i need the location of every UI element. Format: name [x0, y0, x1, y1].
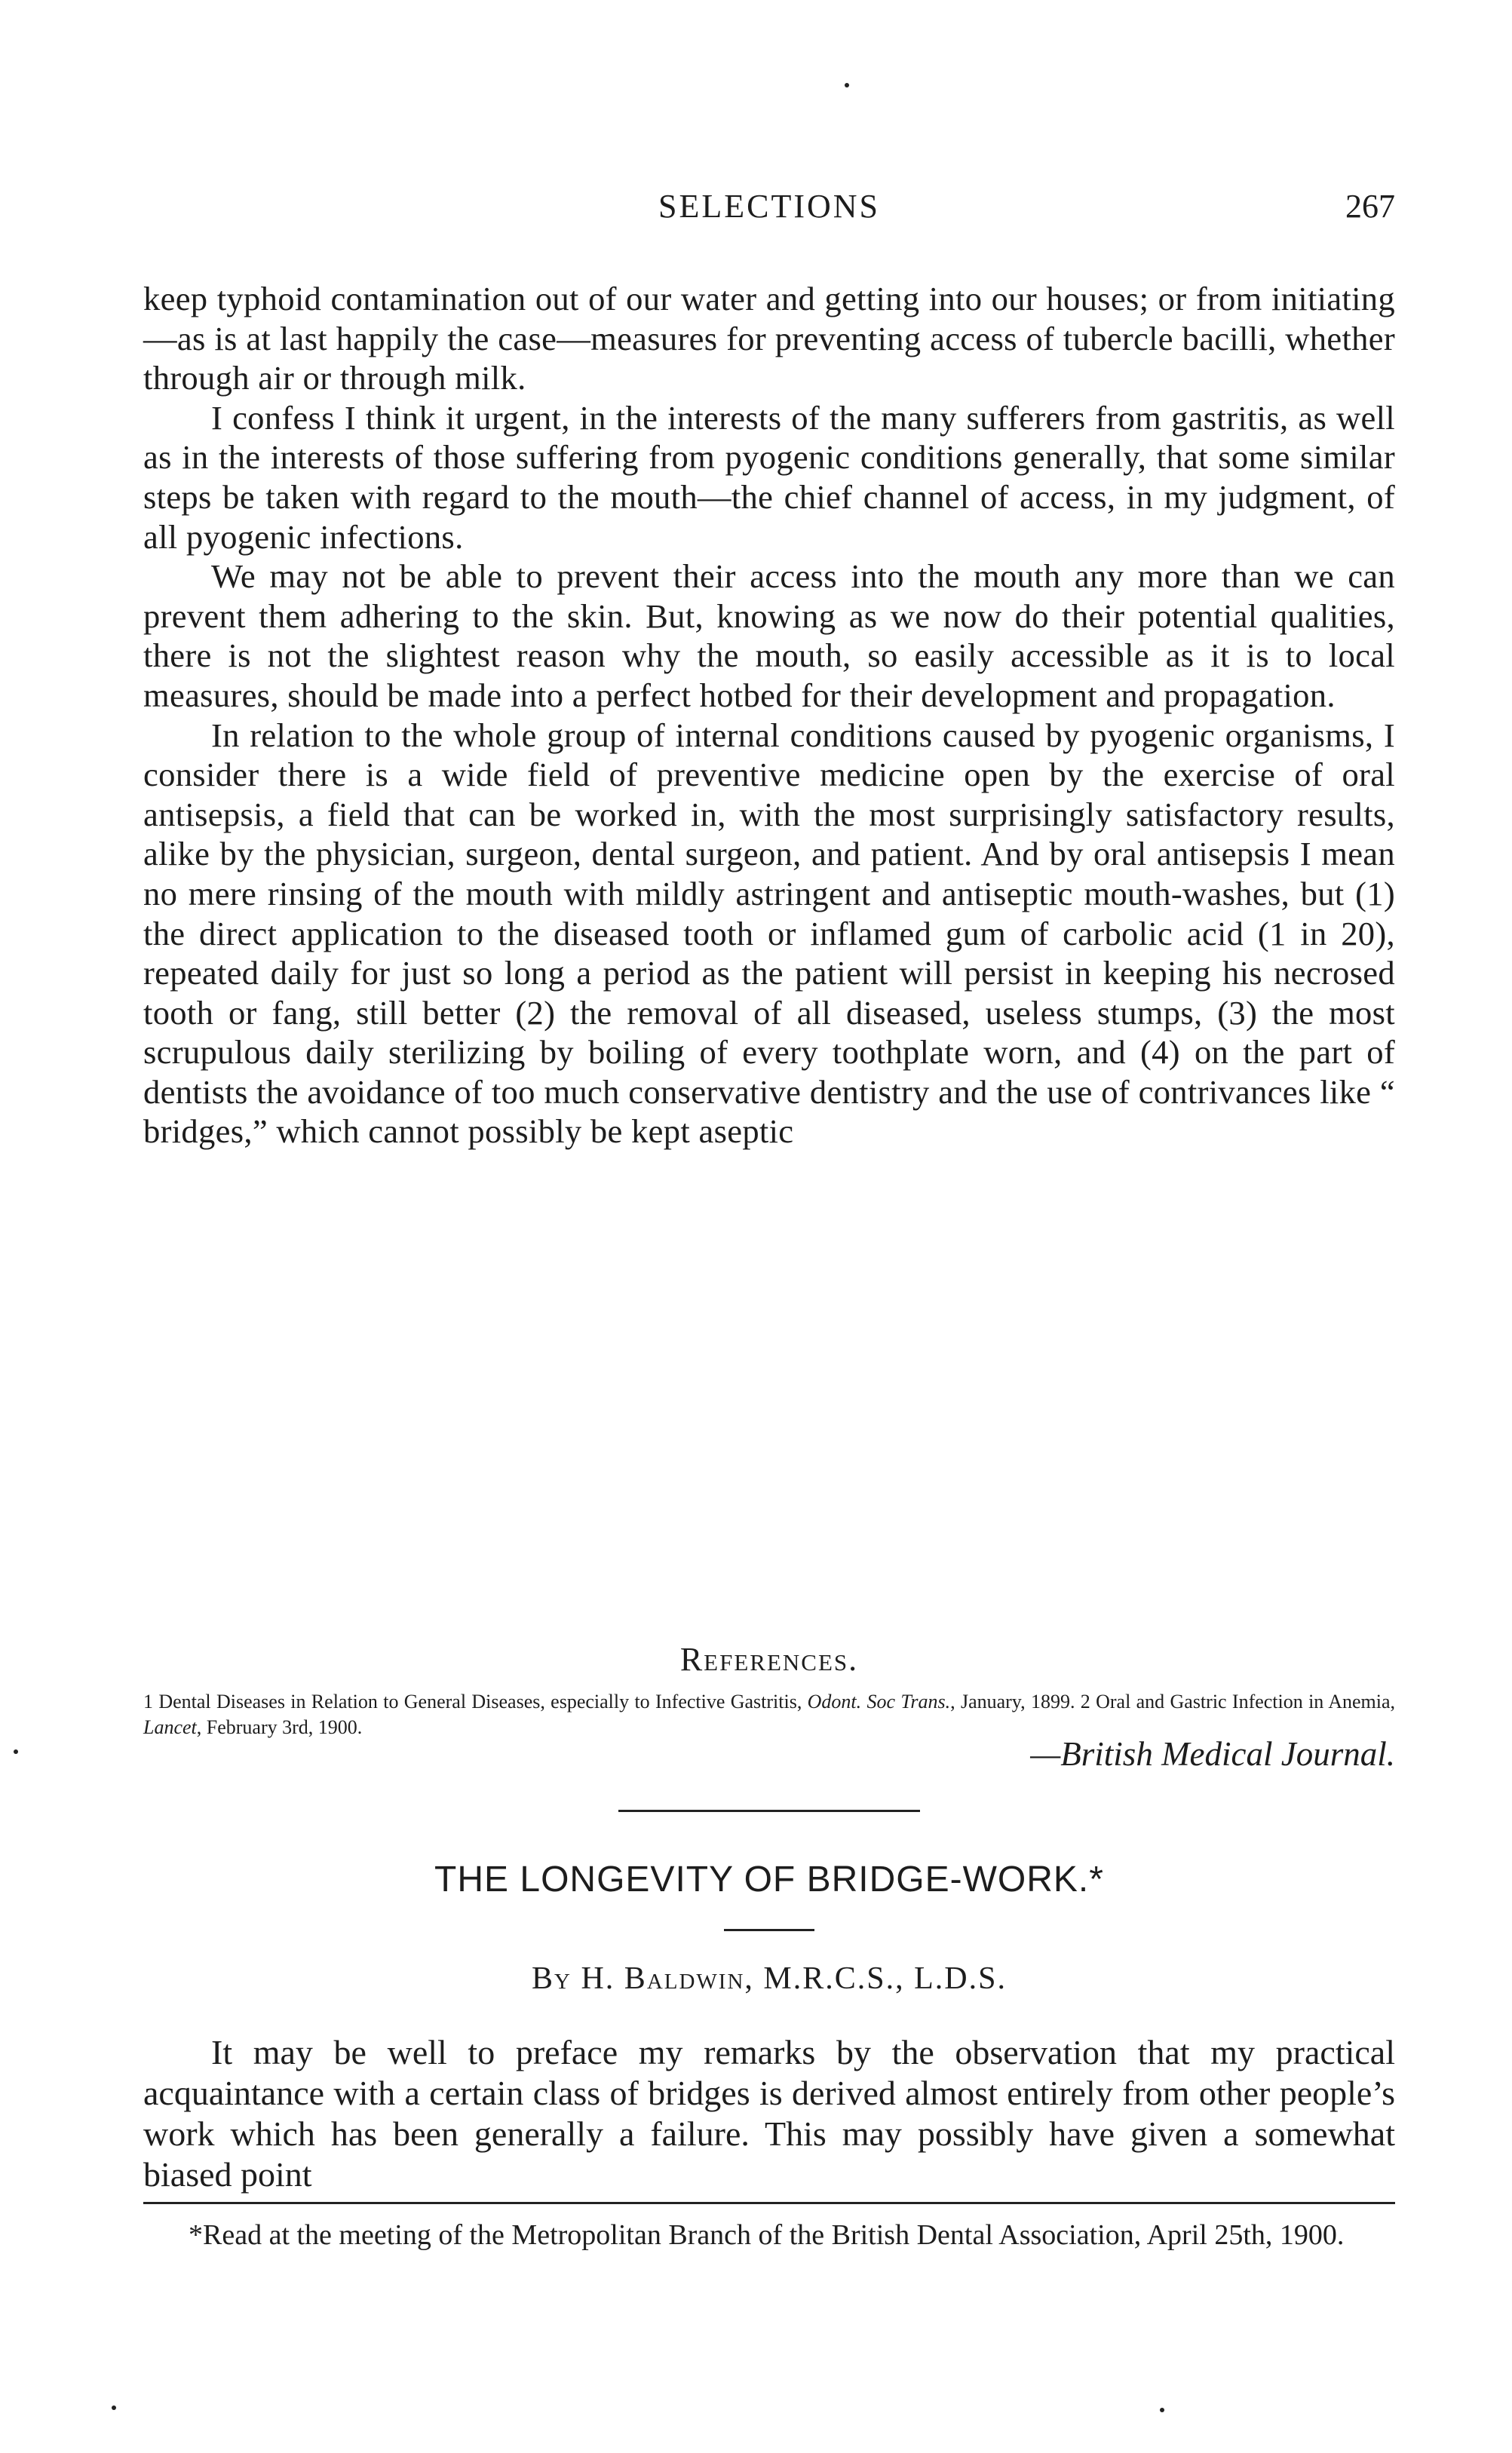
- reference-1-text: 1 Dental Diseases in Relation to General Diseases, especially to Infective Gastritis,: [143, 1691, 808, 1713]
- references-list: [143, 1689, 1395, 1740]
- references-heading: References.: [679, 1641, 859, 1678]
- reference-2-journal: Lancet: [143, 1716, 197, 1738]
- footnote-rule: [143, 2202, 1395, 2204]
- scan-speck: [845, 83, 849, 87]
- body-paragraph: We may not be able to prevent their access into the mouth any more than we can prevent them adhering to the skin. But, knowing as we now do their potential qualities, there is not the slightest reason why the mouth, so easily accessible as it is to local measures, should be made into a perfect hotbed for their development and propagation.: [143, 557, 1395, 714]
- scan-speck: [112, 2405, 116, 2410]
- byline: By H. Baldwin, M.R.C.S., L.D.S.: [532, 1961, 1007, 1996]
- reference-1-journal: Odont. Soc Trans.: [807, 1691, 951, 1713]
- body-paragraph: I confess I think it urgent, in the interests of the many sufferers from gastritis, as well as in the interests of those suffering from pyogenic conditions generally, that some similar steps be taken with regard to the mouth—the chief channel of access, in my judgment, of all pyogenic infections.: [143, 398, 1395, 556]
- title-underline: [724, 1929, 814, 1931]
- body-paragraph: In relation to the whole group of internal conditions caused by pyogenic organisms, I consider there is a wide field of preventive medicine open by the exercise of oral antisepsis, a field that can be worked in, with the most surprisingly satisfactory results, alike by the physician, surgeon, dental surgeon, and patient. And by oral antisepsis I mean no mere rinsing of the mouth with mildly astringent and antiseptic mouth-washes, but (1) the direct application to the diseased tooth or inflamed gum of carbolic acid (1 in 20), repeated daily for just so long a period as the patient will persist in keeping his necrosed tooth or fang, still better (2) the removal of all diseased, useless stumps, (3) the most scrupulous daily sterilizing by boiling of every toothplate worn, and (4) on the part of dentists the avoidance of too much conservative dentistry and the use of contrivances like “ bridges,” which cannot possibly be kept aseptic: [143, 716, 1395, 1151]
- page-number: 267: [1345, 188, 1395, 225]
- reference-2-date: , February 3rd, 1900.: [196, 1716, 363, 1738]
- running-title: SELECTIONS: [658, 188, 880, 225]
- body-paragraph: keep typhoid contamination out of our water and getting into our houses; or from initiating—as is at last happily the case—measures for preventing access of tubercle bacilli, whether through air or through milk.: [143, 280, 1395, 397]
- source-attribution: —British Medical Journal.: [1030, 1735, 1395, 1773]
- footnote: *Read at the meeting of the Metropolitan Branch of the British Dental Association, April 25th, 1900.: [189, 2219, 1345, 2251]
- article-body: [143, 279, 1395, 1151]
- scan-speck: [1160, 2408, 1164, 2412]
- article2-body: [143, 2032, 1395, 2195]
- document-page: [143, 0, 1395, 2453]
- section-divider: [618, 1810, 920, 1812]
- reference-1-date: , January, 1899.: [950, 1691, 1075, 1713]
- scan-speck: [14, 1749, 18, 1754]
- reference-2-text: 2 Oral and Gastric Infection in Anemia,: [1075, 1691, 1395, 1713]
- running-head: [143, 187, 1395, 232]
- body-paragraph: It may be well to preface my remarks by the observation that my practical acquaintance with a certain class of bridges is derived almost entirely from other people’s work which has been generally a failure. This may possibly have given a somewhat biased point: [143, 2033, 1395, 2194]
- article-title: THE LONGEVITY OF BRIDGE-WORK.*: [434, 1860, 1104, 1900]
